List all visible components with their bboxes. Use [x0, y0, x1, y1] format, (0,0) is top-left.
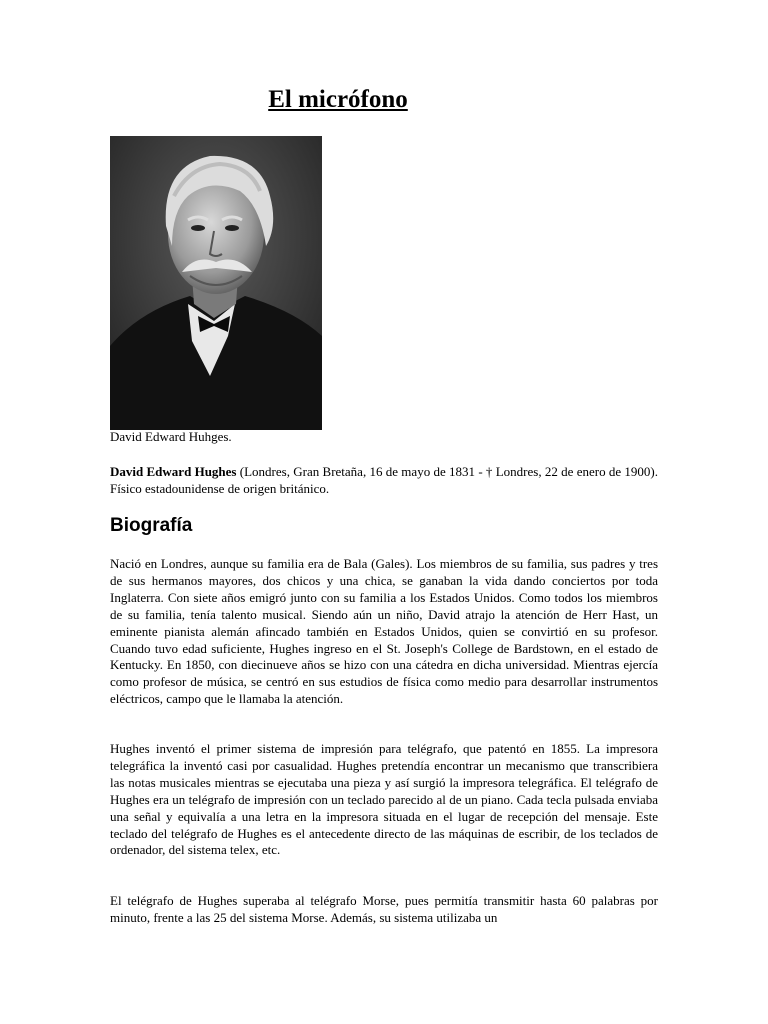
body-paragraph: Hughes inventó el primer sistema de impresión para telégrafo, que patentó en 1855. La impresora telegráfica la inventó casi por casualidad. Hughes pretendía encontrar un mecanismo que transcribiera las notas musicales mientras se ejecutaba una pieza y así surgió la impresora telegráfica. El telégrafo de Hughes era un telégrafo de impresión con un teclado parecido al de un piano. Cada tecla pulsada enviaba una señal y equivalía a una letra en la impresora situada en el lugar de recepción del mensaje. Este teclado del telégrafo de Hughes es el antecedente directo de las máquinas de escribir, de los teclados de ordenador, del sistema telex, etc. [110, 741, 658, 858]
intro-name: David Edward Hughes [110, 464, 237, 479]
intro-text: (Londres, Gran Bretaña, 16 de mayo de 1831 - † Londres, 22 de enero de 1900). Físico estadounidense de origen británico. [110, 464, 658, 496]
body-paragraph: El telégrafo de Hughes superaba al telégrafo Morse, pues permitía transmitir hasta 60 palabras por minuto, frente a las 25 del sistema Morse. Además, su sistema utilizaba un [110, 893, 658, 925]
body-paragraph: Nació en Londres, aunque su familia era de Bala (Gales). Los miembros de su familia, sus padres y tres de sus hermanos mayores, dos chicos y una chica, se ganaban la vida dando conciertos por toda Inglaterra. Con siete años emigró junto con su familia a los Estados Unidos. Como todos los miembros de su familia, tenía talento musical. Siendo aún un niño, David atrajo la atención de Herr Hast, un eminente pianista alemán afincado también en Estados Unidos, quien se convirtió en su profesor. Cuando tuvo edad suficiente, Hughes ingreso en el St. Joseph's College de Bardstown, en el estado de Kentucky. En 1850, con diecinueve años se hizo con una cátedra en dicha universidad. Mientras ejercía como profesor de música, se centró en sus estudios de física como medio para desarrollar instrumentos eléctricos, campo que le llamaba la atención. [110, 556, 658, 707]
intro-paragraph [110, 463, 658, 497]
portrait-photo [110, 136, 322, 430]
section-heading-biografia: Biografía [110, 515, 193, 536]
page-title: El micrófono [268, 86, 408, 113]
portrait-caption: David Edward Huhges. [110, 429, 232, 444]
